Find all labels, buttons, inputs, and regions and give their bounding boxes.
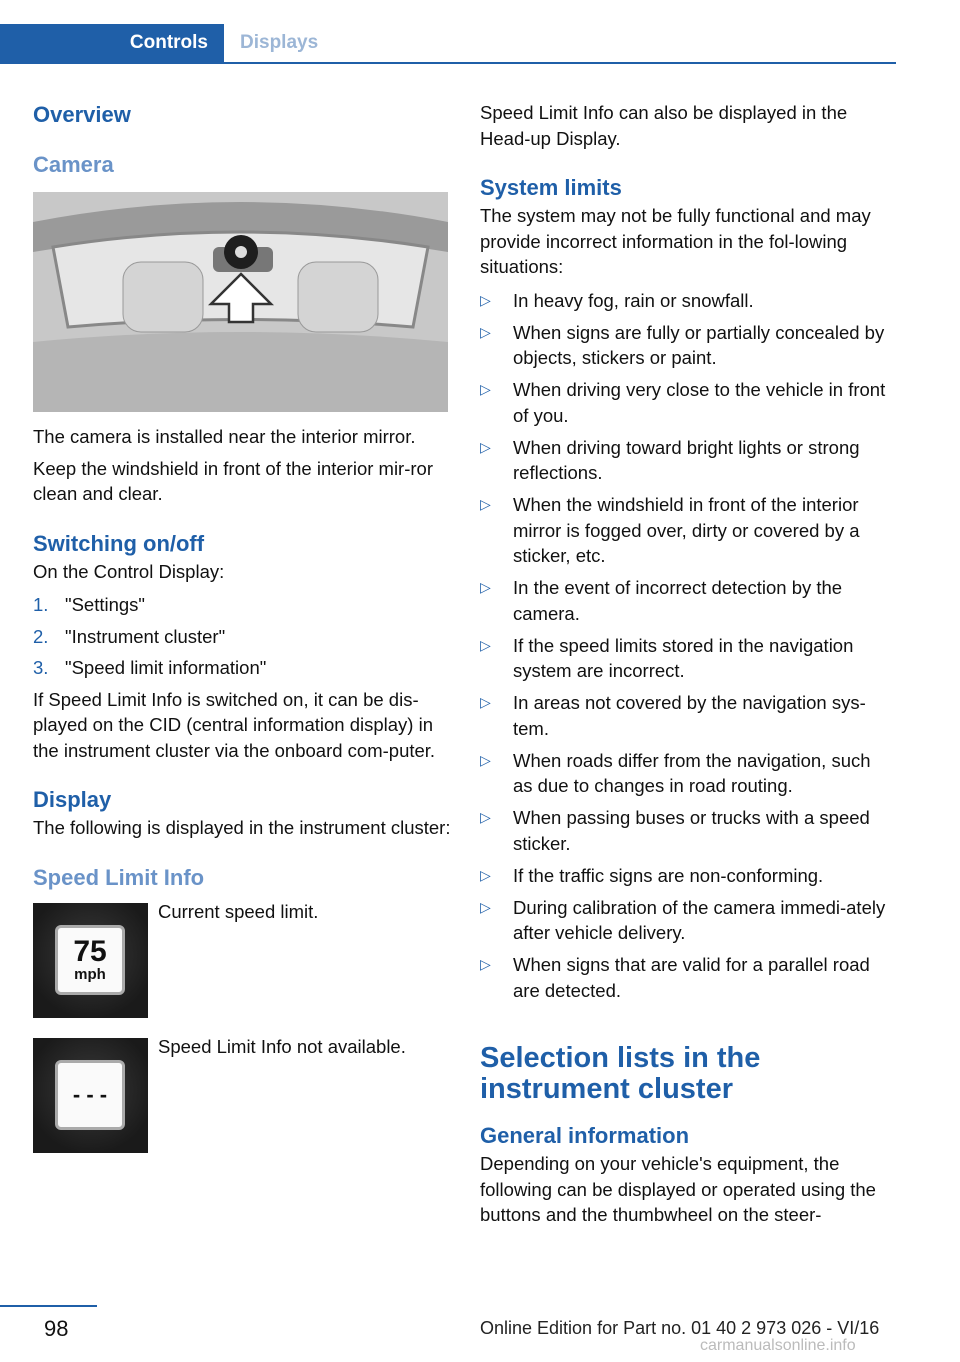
hud-paragraph: Speed Limit Info can also be displayed in the Head-up Display.: [480, 102, 848, 149]
speed-limit-unavailable-icon: [33, 1038, 148, 1153]
system-limits-list: [480, 288, 894, 1004]
triangle-bullet-icon: ▷: [480, 381, 491, 397]
triangle-bullet-icon: ▷: [480, 751, 491, 768]
triangle-bullet-icon: ▷: [480, 809, 491, 825]
list-item-text: When roads differ from the navigation, such as due to changes in road routing.: [513, 749, 871, 796]
list-item: [480, 863, 894, 889]
list-item-text: When driving toward bright lights or strong reflections.: [513, 436, 860, 483]
list-item: [480, 952, 894, 1003]
step-text: "Settings": [65, 594, 145, 615]
current-speed-limit-text: Current speed limit.: [158, 900, 319, 922]
switching-paragraph: If Speed Limit Info is switched on, it can be dis‐played on the CID (central information display) in the instrument cluster via the onboard com‐puter.: [33, 688, 436, 761]
speed-limit-sign-empty: [55, 1060, 125, 1130]
triangle-bullet-icon: ▷: [480, 866, 491, 883]
list-item-text: In heavy fog, rain or snowfall.: [513, 289, 754, 311]
step-number: 2.: [33, 625, 49, 647]
list-item: [33, 624, 451, 650]
heading-overview: Overview: [33, 102, 131, 127]
step-number: 1.: [33, 594, 49, 615]
list-item: [480, 492, 894, 569]
list-item: [480, 748, 894, 799]
camera-clean-text: Keep the windshield in front of the interior mir‐ror clean and clear.: [33, 457, 433, 504]
speed-value: 75: [73, 934, 107, 968]
list-item-text: When passing buses or trucks with a speed sticker.: [513, 807, 870, 854]
list-item: [480, 575, 894, 626]
dashes: - - -: [72, 1081, 108, 1107]
list-item-text: When the windshield in front of the interior mirror is fogged over, dirty or covered by a sticker, etc.: [513, 494, 860, 566]
heading-system-limits: System limits: [480, 175, 622, 200]
list-item: [480, 377, 894, 428]
list-item: [480, 690, 894, 741]
heading-camera: Camera: [33, 152, 114, 177]
list-item-text: In areas not covered by the navigation sys‐tem.: [513, 692, 866, 739]
speed-unit: mph: [74, 965, 106, 983]
system-limits-intro: The system may not be fully functional and may provide incorrect information in the fol‐lowing situations:: [480, 205, 871, 277]
triangle-bullet-icon: ▷: [480, 291, 491, 308]
heading-speed-limit-info: Speed Limit Info: [33, 864, 205, 890]
heading-selection-lists: Selection lists in the instrument cluster: [480, 1042, 761, 1105]
triangle-bullet-icon: ▷: [480, 579, 491, 595]
tab-displays-label: Displays: [240, 32, 319, 53]
watermark: carmanualsonline.info: [700, 1337, 856, 1354]
symbol-row-unavailable: [33, 1035, 451, 1153]
step-number: 3.: [33, 657, 49, 678]
list-item-text: When signs that are valid for a parallel road are detected.: [513, 954, 870, 1001]
list-item-text: If the speed limits stored in the navigation system are incorrect.: [513, 634, 854, 681]
tab-controls[interactable]: [0, 24, 224, 62]
heading-switching: Switching on/off: [33, 530, 205, 556]
switching-intro: On the Control Display:: [33, 560, 225, 582]
list-item: [33, 655, 451, 681]
list-item-text: In the event of incorrect detection by the camera.: [513, 577, 843, 624]
triangle-bullet-icon: ▷: [480, 636, 491, 653]
symbol-row-current: [33, 900, 451, 1018]
header-tabbar: [0, 24, 896, 64]
display-paragraph: The following is displayed in the instrument cluster:: [33, 817, 451, 838]
triangle-bullet-icon: ▷: [480, 438, 491, 455]
edition-text: Online Edition for Part no. 01 40 2 973 026 - VI/16: [480, 1318, 880, 1338]
list-item-text: When signs are fully or partially concealed by objects, stickers or paint.: [513, 321, 885, 368]
speed-limit-sign: [55, 925, 125, 995]
list-item: [480, 805, 894, 856]
switching-steps: [33, 592, 451, 681]
list-item: [480, 288, 894, 314]
right-column: [480, 100, 894, 1228]
camera-location-text: The camera is installed near the interior mirror.: [33, 426, 416, 447]
list-item: [480, 895, 894, 946]
tab-displays[interactable]: [240, 24, 318, 62]
general-paragraph: Depending on your vehicle's equipment, the following can be displayed or operated using the buttons and the thumbwheel on the steer‐: [480, 1153, 876, 1225]
camera-photo: [33, 192, 448, 412]
unavailable-text: Speed Limit Info not available.: [158, 1035, 406, 1057]
list-item: [480, 633, 894, 684]
triangle-bullet-icon: ▷: [480, 694, 491, 710]
list-item-text: If the traffic signs are non-conforming.: [513, 864, 824, 886]
list-item-text: During calibration of the camera immedi‐ately after vehicle delivery.: [513, 896, 886, 943]
heading-general-information: General information: [480, 1123, 690, 1148]
list-item: [480, 320, 894, 371]
page-number: 98: [44, 1316, 69, 1341]
tab-controls-label: Controls: [129, 32, 208, 53]
list-item: [480, 435, 894, 486]
list-item: [33, 592, 451, 618]
speed-limit-75-icon: [33, 903, 148, 1018]
footer-rule: [0, 1305, 97, 1307]
triangle-bullet-icon: ▷: [480, 898, 491, 915]
heading-display: Display: [33, 787, 112, 812]
step-text: "Instrument cluster": [65, 625, 226, 647]
left-column: [33, 100, 451, 1153]
list-item-text: When driving very close to the vehicle in front of you.: [513, 379, 886, 426]
triangle-bullet-icon: ▷: [480, 956, 491, 972]
step-text: "Speed limit information": [65, 657, 267, 678]
triangle-bullet-icon: ▷: [480, 496, 491, 512]
camera-photo-illustration: [33, 192, 448, 412]
triangle-bullet-icon: ▷: [480, 323, 491, 340]
